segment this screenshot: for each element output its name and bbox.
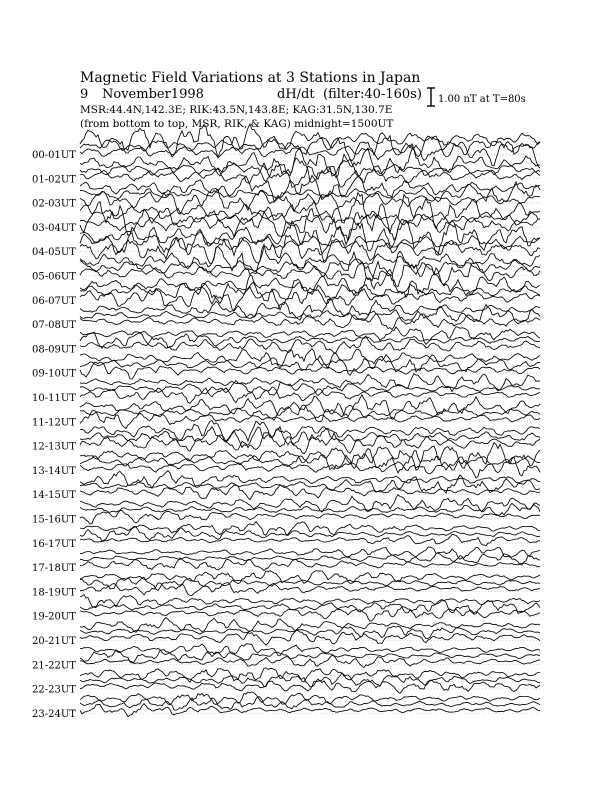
row-label: 05-06UT (32, 271, 76, 283)
trace-MSR (80, 287, 540, 310)
trace-RIK (80, 133, 540, 161)
trace-RIK (80, 626, 540, 638)
trace-row-19-20UT (32, 595, 540, 623)
row-label: 15-16UT (32, 514, 76, 526)
trace-RIK (80, 673, 540, 687)
trace-row-23-24UT (32, 692, 540, 720)
trace-RIK (80, 577, 540, 590)
scale-bar-label: 1.00 nT at T=80s (438, 94, 526, 105)
trace-KAG (80, 495, 540, 512)
row-label: 14-15UT (32, 490, 76, 502)
trace-row-08-09UT (32, 327, 540, 356)
trace-row-20-21UT (32, 618, 540, 647)
trace-order-note: (from bottom to top, MSR, RIK, & KAG) midnight=1500UT (80, 118, 394, 130)
trace-rows (32, 124, 540, 720)
row-label: 23-24UT (32, 708, 76, 720)
trace-row-09-10UT (32, 349, 540, 380)
row-label: 00-01UT (32, 150, 76, 161)
trace-MSR (80, 511, 540, 525)
trace-KAG (80, 349, 540, 369)
row-label: 16-17UT (32, 538, 76, 550)
trace-row-16-17UT (32, 522, 540, 550)
trace-RIK (80, 227, 540, 254)
trace-RIK (80, 475, 540, 493)
row-label: 20-21UT (32, 636, 76, 647)
scale-bar (427, 88, 435, 106)
quantity-label: dH/dt (277, 87, 315, 102)
trace-MSR (80, 433, 540, 454)
row-label: 04-05UT (32, 247, 76, 259)
trace-row-10-11UT (32, 374, 540, 404)
trace-MSR (80, 704, 540, 717)
date-day: 9 (80, 87, 89, 102)
row-label: 12-13UT (32, 441, 76, 453)
trace-RIK (80, 355, 540, 376)
trace-KAG (80, 522, 540, 536)
trace-row-17-18UT (32, 547, 540, 574)
row-label: 01-02UT (32, 174, 76, 186)
trace-MSR (80, 534, 540, 545)
trace-row-18-19UT (32, 571, 540, 599)
row-label: 21-22UT (32, 660, 76, 672)
trace-MSR (80, 387, 540, 403)
trace-row-21-22UT (32, 644, 540, 672)
row-label: 10-11UT (32, 393, 76, 404)
trace-RIK (80, 503, 540, 515)
station-coordinates: MSR:44.4N,142.3E; RIK:43.5N,143.8E; KAG:31.5N,130.7E (80, 104, 393, 116)
trace-row-22-23UT (32, 668, 540, 696)
trace-KAG (80, 547, 540, 559)
filter-label: (filter:40-160s) (323, 87, 422, 102)
row-label: 07-08UT (32, 320, 76, 332)
trace-KAG (80, 595, 540, 608)
row-label: 18-19UT (32, 587, 76, 599)
row-label: 17-18UT (32, 563, 76, 575)
trace-row-04-05UT (32, 220, 540, 263)
trace-KAG (80, 618, 540, 633)
trace-row-14-15UT (32, 471, 540, 502)
trace-RIK (80, 600, 540, 615)
row-label: 06-07UT (32, 295, 76, 307)
trace-row-15-16UT (32, 495, 540, 526)
trace-KAG (80, 327, 540, 345)
trace-MSR (80, 583, 540, 596)
trace-RIK (80, 553, 540, 565)
trace-KAG (80, 443, 540, 470)
trace-MSR (80, 607, 540, 622)
row-label: 02-03UT (32, 198, 76, 210)
chart-title: Magnetic Field Variations at 3 Stations in Japan (80, 70, 421, 86)
row-label: 19-20UT (32, 611, 76, 623)
trace-KAG (80, 395, 540, 419)
date-month-year: November1998 (102, 87, 204, 102)
trace-RIK (80, 275, 540, 303)
row-label: 03-04UT (32, 222, 76, 234)
row-label: 08-09UT (32, 344, 76, 356)
trace-row-12-13UT (32, 421, 540, 454)
trace-KAG (80, 644, 540, 657)
trace-KAG (80, 668, 540, 683)
trace-RIK (80, 305, 540, 324)
trace-RIK (80, 332, 540, 348)
row-label: 22-23UT (32, 684, 76, 696)
trace-MSR (80, 457, 540, 478)
row-label: 11-12UT (32, 417, 76, 429)
row-label: 13-14UT (32, 465, 76, 477)
trace-row-07-08UT (32, 299, 540, 331)
row-label: 09-10UT (32, 368, 76, 380)
trace-row-11-12UT (32, 395, 540, 429)
trace-KAG (80, 124, 540, 158)
